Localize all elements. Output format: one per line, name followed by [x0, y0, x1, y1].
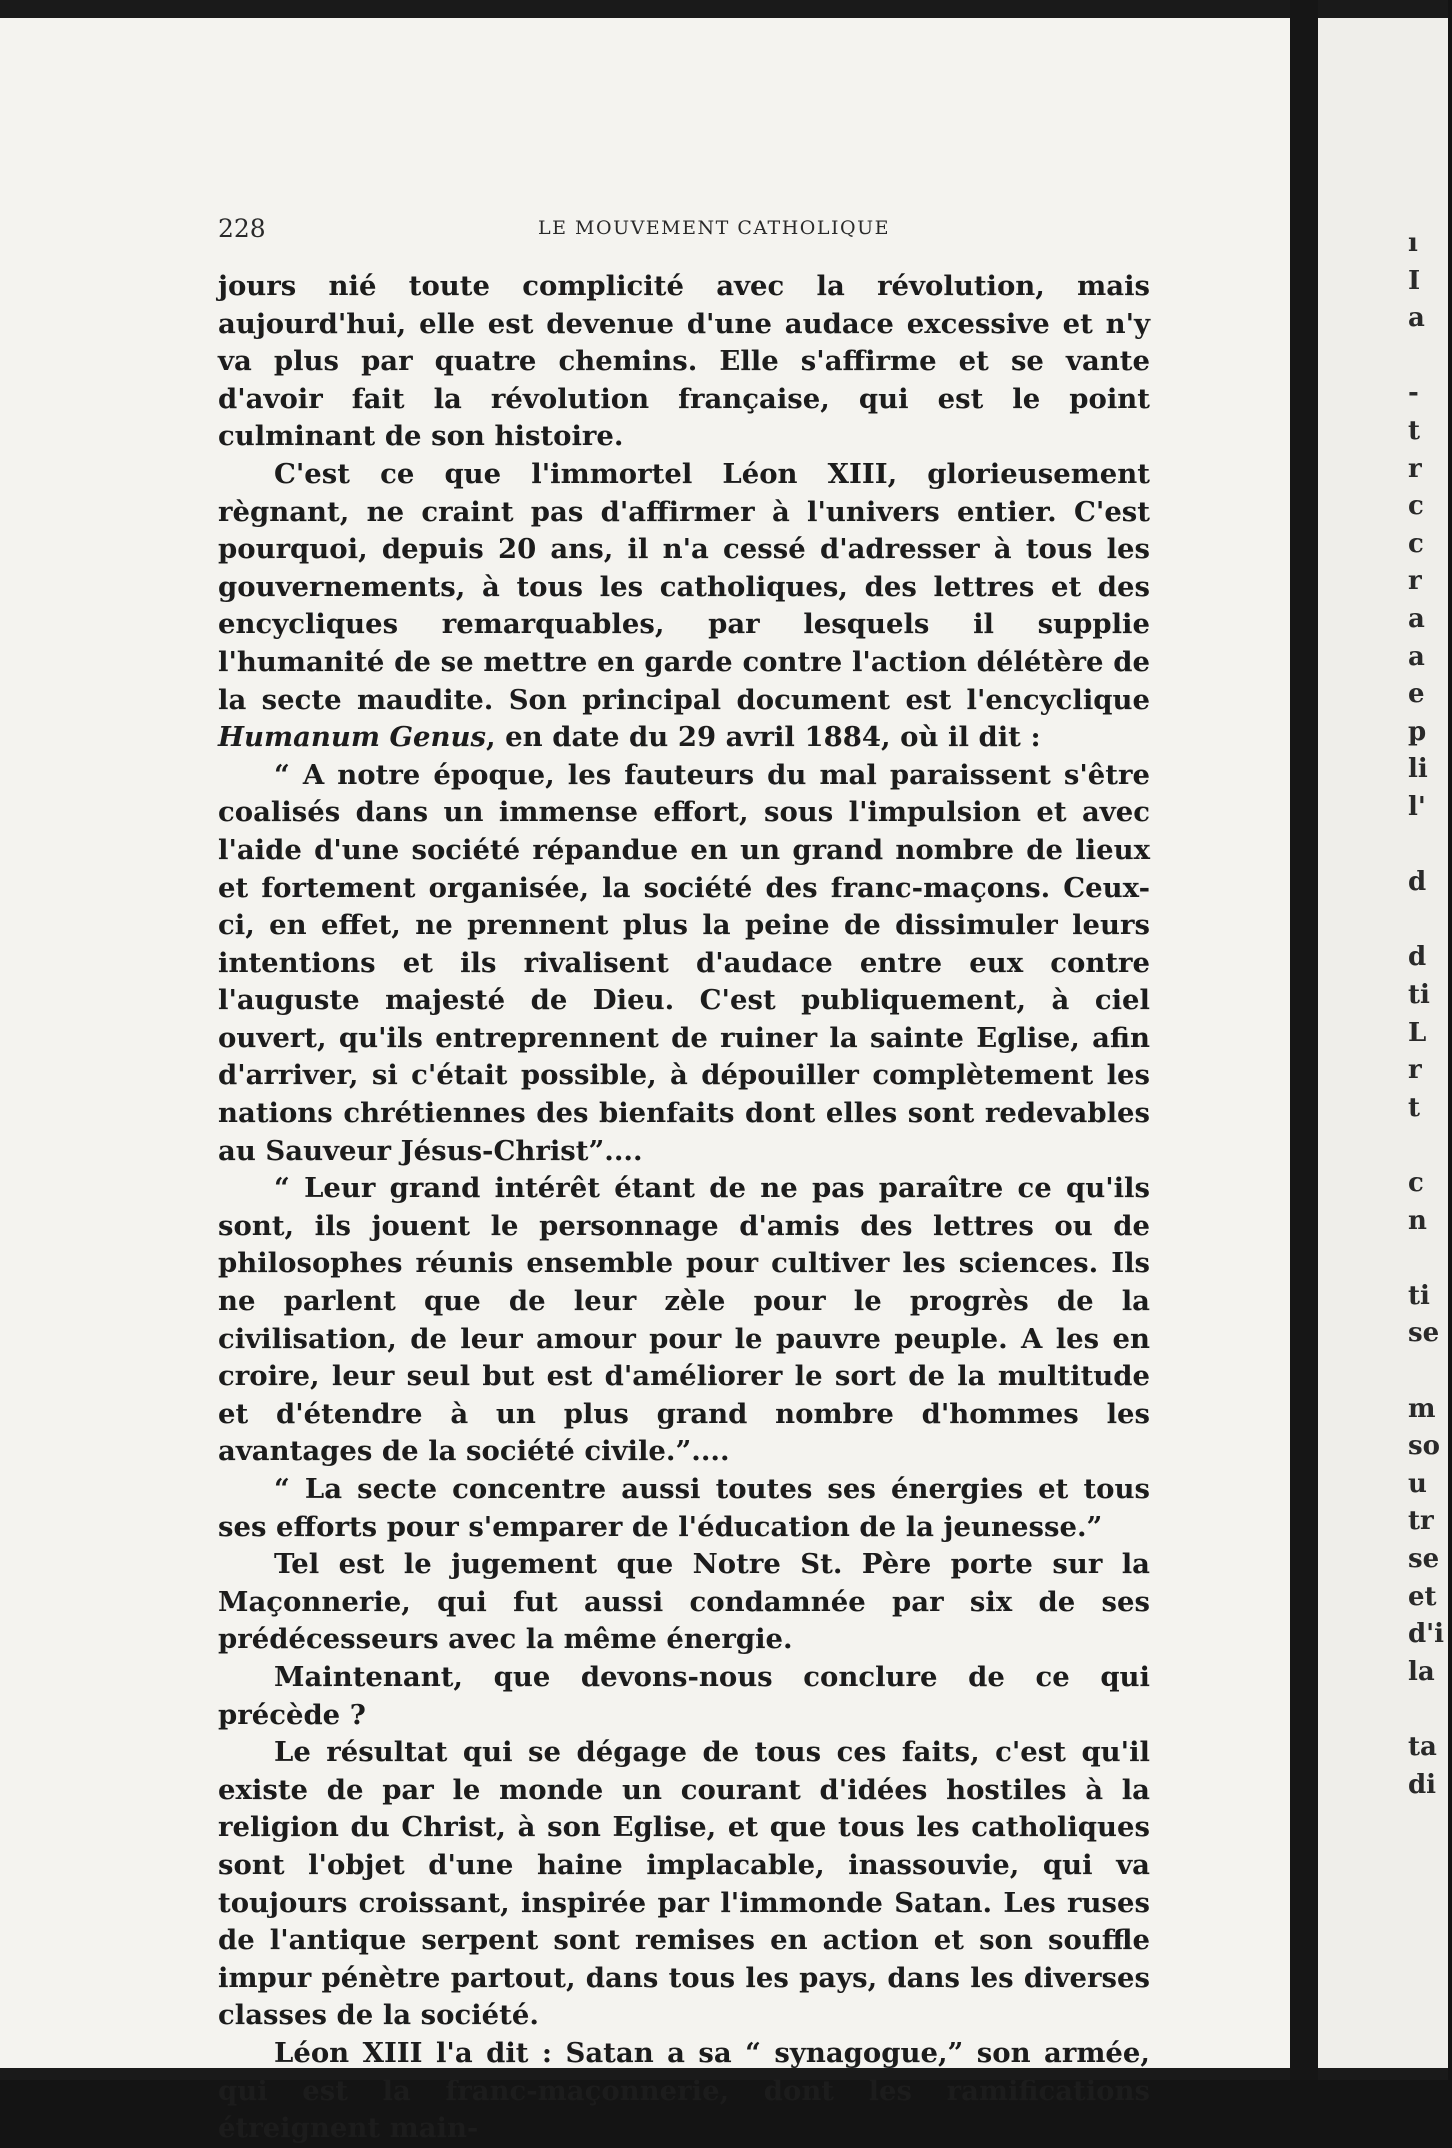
paragraph — [218, 456, 1150, 757]
paragraph — [218, 1734, 1150, 2035]
facing-page-fragment: a — [1408, 604, 1425, 634]
text-run: Le résultat qui se dégage de tous ces faits, c'est qu'il existe de par le monde un courant d'idées hostiles à la religion du Christ, à son Eglise, et que tous les catholiques sont l'objet d'une haine implacable, inassouvie, qui va toujours croissant, inspirée par l'immonde Satan. Les ruses de l'antique serpent sont remises en action et son souffle impur pénètre partout, dans tous les pays, dans les diverses classes de la société. — [218, 1736, 1150, 2032]
paragraph — [218, 1546, 1150, 1659]
facing-page-fragment: ta — [1408, 1732, 1437, 1762]
body-text — [218, 268, 1150, 2148]
page-number: 228 — [218, 214, 266, 243]
facing-page-fragment: r — [1408, 453, 1422, 484]
book-gutter — [1290, 0, 1318, 2080]
facing-page-fragment: la — [1408, 1656, 1435, 1687]
facing-page-fragment: l' — [1408, 792, 1426, 822]
facing-page-fragment: d — [1408, 867, 1427, 898]
facing-page-fragment: li — [1408, 754, 1428, 785]
text-run: Maintenant, que devons-nous conclure de ce qui précède ? — [218, 1660, 1150, 1731]
facing-page-fragment: t — [1408, 416, 1421, 446]
facing-page-fragment: u — [1408, 1468, 1427, 1499]
italic-title: Humanum Genus — [218, 721, 487, 754]
facing-page-fragment: c — [1408, 491, 1424, 522]
facing-page-fragment: et — [1408, 1581, 1437, 1612]
facing-page-fragment: t — [1408, 1092, 1421, 1123]
text-run: C'est ce que l'immortel Léon XIII, glorieusement règnant, ne craint pas d'affirmer à l'univers entier. C'est pourquoi, depuis 20 ans, il n'a cessé d'adresser à tous les gouvernements, à tous les catholiques, des lettres et des encycliques remarquables, par lesquels il supplie l'humanité de se mettre en garde contre l'action délétère de la secte maudite. Son principal document est l'encyclique — [218, 457, 1150, 716]
text-run: “ Leur grand intérêt étant de ne pas paraître ce qu'ils sont, ils jouent le personnage d'amis des lettres ou de philosophes réunis ensemble pour cultiver les sciences. Ils ne parlent que de leur zèle pour le progrès de la civilisation, de leur amour pour le pauvre peuple. A les en croire, leur seul but est d'améliorer le sort de la multitude et d'étendre à un plus grand nombre d'hommes les avantages de la société civile.”.... — [218, 1172, 1150, 1468]
paragraph — [218, 1170, 1150, 1471]
running-head: LE MOUVEMENT CATHOLIQUE — [538, 217, 890, 239]
facing-page-fragment: tr — [1408, 1506, 1434, 1537]
facing-page-fragment: se — [1408, 1544, 1440, 1574]
facing-page-fragment: c — [1408, 1168, 1424, 1198]
paragraph — [218, 1471, 1150, 1546]
text-run: Tel est le jugement que Notre St. Père porte sur la Maçonnerie, qui fut aussi condamnée par six de ses prédécesseurs avec la même énergie. — [218, 1548, 1150, 1656]
facing-page-fragment: d'i — [1408, 1619, 1445, 1650]
facing-page-fragment: e — [1408, 679, 1425, 710]
text-run: “ La secte concentre aussi toutes ses énergies et tous ses efforts pour s'emparer de l'éducation de la jeunesse.” — [218, 1473, 1150, 1543]
facing-page-fragment: r — [1408, 566, 1422, 597]
facing-page-fragment: se — [1408, 1318, 1440, 1349]
text-run: , en date du 29 avril 1884, où il dit : — [486, 721, 1041, 754]
facing-page-fragment: so — [1408, 1431, 1440, 1462]
facing-page-fragment: n — [1408, 1205, 1427, 1236]
facing-page-fragment: d — [1408, 942, 1427, 973]
facing-page-fragment: ı — [1408, 228, 1418, 258]
page-header — [218, 214, 1150, 246]
text-run: jours nié toute complicité avec la révolution, mais aujourd'hui, elle est devenue d'une audace excessive et n'y va plus par quatre chemins. Elle s'affirme et se vante d'avoir fait la révolution française, qui est le point culminant de son histoire. — [218, 270, 1150, 453]
facing-page-fragment: - — [1408, 378, 1419, 409]
facing-page-fragment: di — [1408, 1769, 1437, 1800]
paragraph — [218, 268, 1150, 456]
facing-page-fragment: L — [1408, 1017, 1427, 1048]
facing-page-fragment: a — [1408, 641, 1425, 672]
facing-page-fragment: ti — [1408, 1280, 1430, 1311]
facing-page-fragment: ti — [1408, 980, 1430, 1010]
facing-page-fragment: a — [1408, 303, 1425, 334]
paragraph — [218, 1659, 1150, 1734]
facing-page-fragment: m — [1408, 1393, 1436, 1424]
text-run: “ A notre époque, les fauteurs du mal paraissent s'être coalisés dans un immense effort, sous l'impulsion et avec l'aide d'une société répandue en un grand nombre de lieux et fortement organisée, la société des franc-maçons. Ceux-ci, en effet, ne prennent plus la peine de dissimuler leurs intentions et ils rivalisent d'audace entre eux contre l'auguste majesté de Dieu. C'est publiquement, à ciel ouvert, qu'ils entreprennent de ruiner la sainte Eglise, afin d'arriver, si c'était possible, à dépouiller complètement les nations chrétiennes des bienfaits dont elles sont redevables au Sauveur Jésus-Christ”.... — [218, 758, 1150, 1167]
facing-page-fragment: r — [1408, 1055, 1422, 1086]
facing-page-fragment: p — [1408, 716, 1427, 747]
paragraph — [218, 2035, 1150, 2148]
facing-page-fragment: c — [1408, 528, 1424, 559]
text-run: Léon XIII l'a dit : Satan a sa “ synagogue,” son armée, qui est la franc-maçonnerie, dont les ramifications étreignent main- — [218, 2036, 1150, 2145]
paragraph — [218, 757, 1150, 1171]
facing-page-fragment: I — [1408, 265, 1421, 296]
